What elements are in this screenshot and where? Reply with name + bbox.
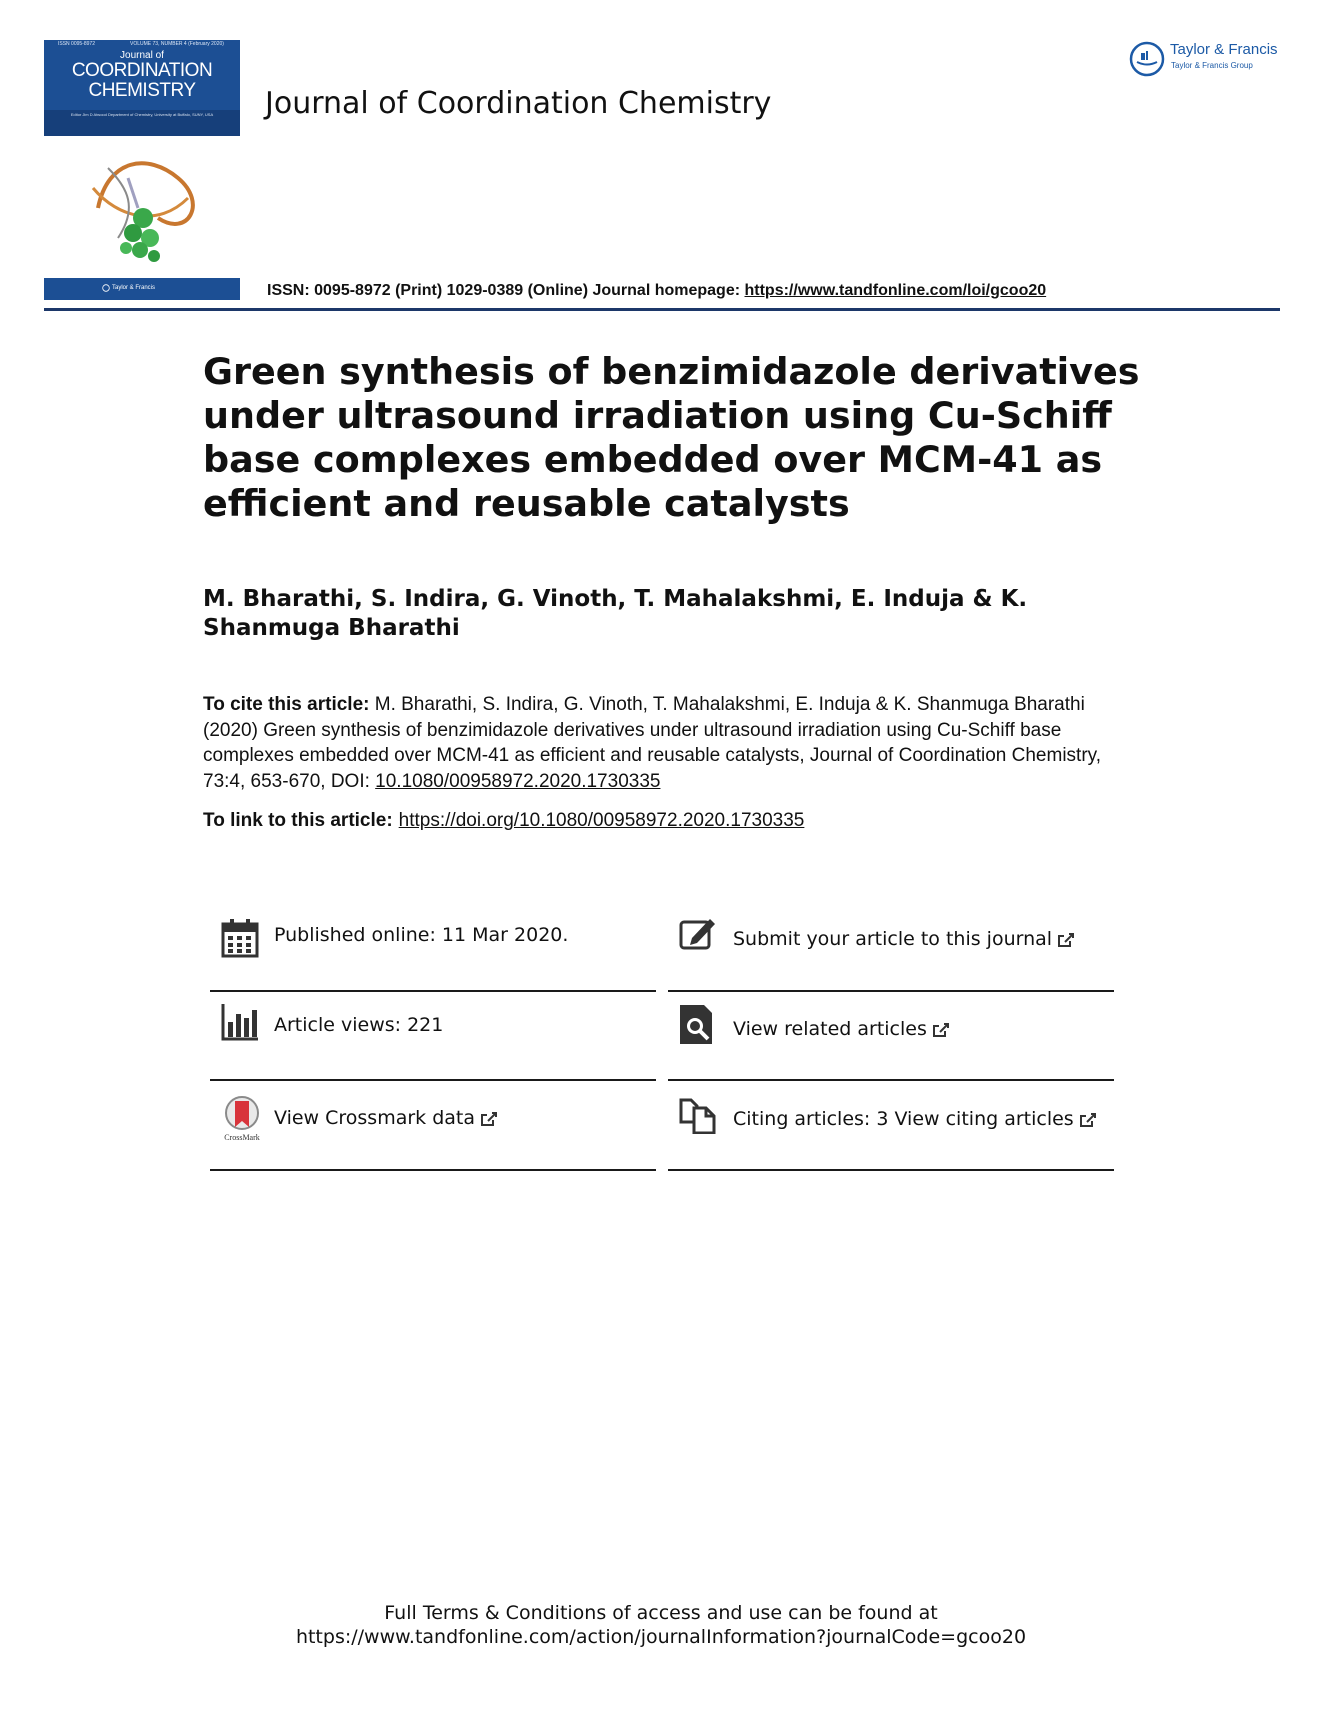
issn-line [267, 282, 1046, 300]
footer-terms: Full Terms & Conditions of access and use can be found at [384, 1602, 938, 1624]
crossmark-link[interactable] [274, 1107, 499, 1129]
publisher-name: Taylor & Francis [1170, 41, 1278, 58]
cover-title [44, 50, 240, 101]
bar-chart-icon [220, 1002, 260, 1042]
external-link-icon [1078, 1111, 1098, 1129]
external-link-icon [479, 1110, 499, 1128]
external-link-icon [931, 1021, 951, 1039]
header-rule [44, 308, 1280, 311]
citing-articles-link[interactable] [733, 1108, 1098, 1130]
calendar-icon [220, 918, 260, 958]
cover-volume: VOLUME 73, NUMBER 4 (February 2020) [130, 41, 224, 47]
citation-label: To cite this article: [203, 694, 370, 715]
taylor-francis-logo-icon [1128, 40, 1166, 78]
divider [210, 1169, 656, 1171]
related-articles-link[interactable] [733, 1018, 951, 1040]
cover-title-line1: COORDINATION [71, 60, 213, 81]
cover-issn: ISSN 0095-8972 [58, 41, 95, 47]
publisher-group: Taylor & Francis Group [1171, 61, 1253, 70]
divider [668, 1079, 1114, 1081]
external-link-icon [1056, 931, 1076, 949]
article-authors: M. Bharathi, S. Indira, G. Vinoth, T. Mahalakshmi, E. Induja & K. Shanmuga Bharathi [203, 586, 1028, 641]
footer-url: https://www.tandfonline.com/action/journalInformation?journalCode=gcoo20 [295, 1626, 1027, 1648]
copy-documents-icon [678, 1094, 718, 1134]
published-online: Published online: 11 Mar 2020. [274, 924, 569, 946]
edit-icon [678, 914, 718, 954]
article-link [203, 810, 804, 832]
citing-text: Citing articles: 3 View citing articles [733, 1108, 1074, 1130]
article-doi-link[interactable]: https://doi.org/10.1080/00958972.2020.1730335 [398, 810, 805, 831]
citation [203, 692, 1123, 794]
submit-article-link[interactable] [733, 928, 1076, 950]
crossmark-text: View Crossmark data [274, 1107, 476, 1129]
journal-homepage-link[interactable]: https://www.tandfonline.com/loi/gcoo20 [744, 282, 1047, 299]
issn-text: ISSN: 0095-8972 (Print) 1029-0389 (Online) Journal homepage: [267, 282, 745, 299]
journal-cover [44, 40, 240, 300]
submit-text: Submit your article to this journal [733, 928, 1053, 950]
cover-title-small: Journal of [120, 50, 164, 61]
article-views: Article views: 221 [274, 1014, 444, 1036]
cover-editor: Editor Jim D Atwood Department of Chemistry, University at Buffalo, SUNY, USA [44, 110, 240, 136]
cover-publisher: Taylor & Francis [112, 285, 156, 291]
citation-doi-link[interactable]: 10.1080/00958972.2020.1730335 [375, 770, 661, 792]
footer [0, 1601, 1322, 1649]
divider [668, 1169, 1114, 1171]
article-title: Green synthesis of benzimidazole derivatives under ultrasound irradiation using Cu-Schiff base complexes embedded over MCM-41 as efficient and reusable catalysts [203, 350, 1140, 525]
crossmark-icon-label: CrossMark [224, 1133, 260, 1142]
journal-title: Journal of Coordination Chemistry [265, 86, 772, 121]
citation-text: M. Bharathi, S. Indira, G. Vinoth, T. Mahalakshmi, E. Induja & K. Shanmuga Bharathi (2020) Green synthesis of benzimidazole derivatives under ultrasound irradiation using Cu-Schiff base complexes embedded over MCM-41 as efficient and reusable catalysts, Journal of Coordination Chemistry, 73:4, 653-670, DOI: [203, 694, 1102, 792]
divider [210, 1079, 656, 1081]
cover-tf-icon [102, 284, 110, 292]
article-link-label: To link to this article: [203, 810, 393, 831]
dna-protein-image [88, 148, 198, 268]
search-document-icon [678, 1004, 718, 1044]
cover-title-line2: CHEMISTRY [88, 80, 196, 101]
divider [210, 990, 656, 992]
related-text: View related articles [733, 1018, 927, 1040]
divider [668, 990, 1114, 992]
